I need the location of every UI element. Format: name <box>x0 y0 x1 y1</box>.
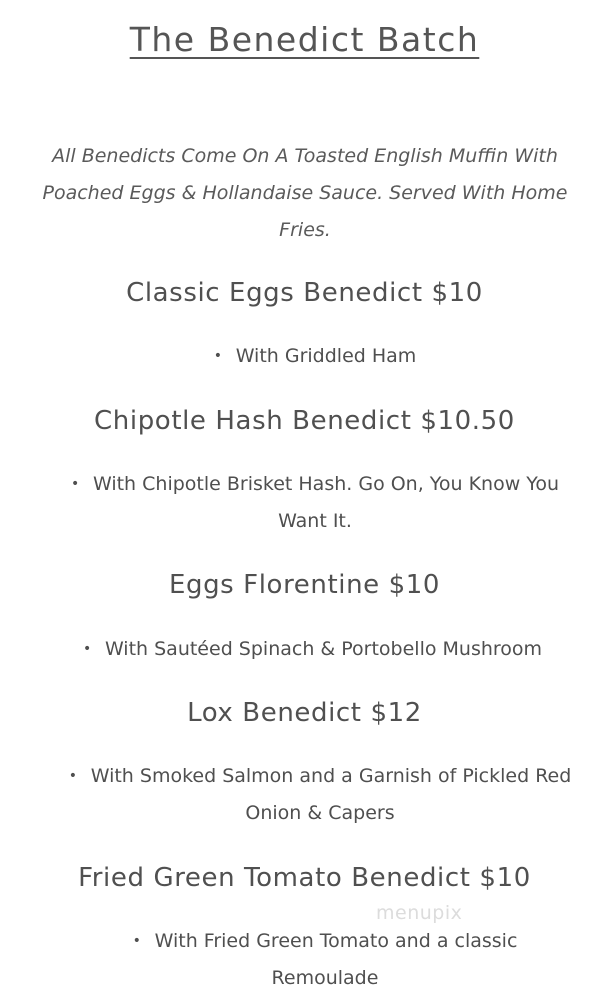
item-title-eggs-florentine: Eggs Florentine $10 <box>168 570 441 600</box>
menu-intro: All Benedicts Come On A Toasted English Muffin With Poached Eggs & Hollandaise Sauce. Served With Home Fries. <box>42 145 568 241</box>
bullet-icon: • <box>68 768 77 784</box>
item-description: With Fried Green Tomato and a classic Remoulade <box>154 930 518 989</box>
item-description-list <box>190 338 440 375</box>
list-item <box>71 473 559 532</box>
item-title-chipotle-hash-benedict: Chipotle Hash Benedict $10.50 <box>94 406 515 436</box>
bullet-icon: • <box>132 933 141 949</box>
item-title-fried-green-tomato-benedict: Fried Green Tomato Benedict $10 <box>78 863 531 893</box>
item-title-lox-benedict: Lox Benedict $12 <box>187 698 422 728</box>
page-title: The Benedict Batch <box>129 20 480 59</box>
item-title-classic-eggs-benedict: Classic Eggs Benedict $10 <box>126 278 483 308</box>
list-item <box>69 765 572 824</box>
item-description-list <box>40 631 585 668</box>
list-item <box>83 638 542 660</box>
bullet-icon: • <box>82 641 92 657</box>
item-description-list <box>60 466 570 540</box>
bullet-icon: • <box>213 348 222 364</box>
item-description: With Smoked Salmon and a Garnish of Pickled Red Onion & Capers <box>90 765 572 824</box>
item-description-list <box>55 758 585 832</box>
watermark-logo: menupix <box>376 902 463 924</box>
item-description: With Griddled Ham <box>235 345 417 367</box>
item-description: With Chipotle Brisket Hash. Go On, You Know You Want It. <box>92 473 560 532</box>
item-description-list <box>100 923 550 997</box>
item-description: With Sautéed Spinach & Portobello Mushroom <box>104 638 543 660</box>
bullet-icon: • <box>70 476 80 492</box>
list-item <box>214 345 417 367</box>
list-item <box>133 930 518 989</box>
